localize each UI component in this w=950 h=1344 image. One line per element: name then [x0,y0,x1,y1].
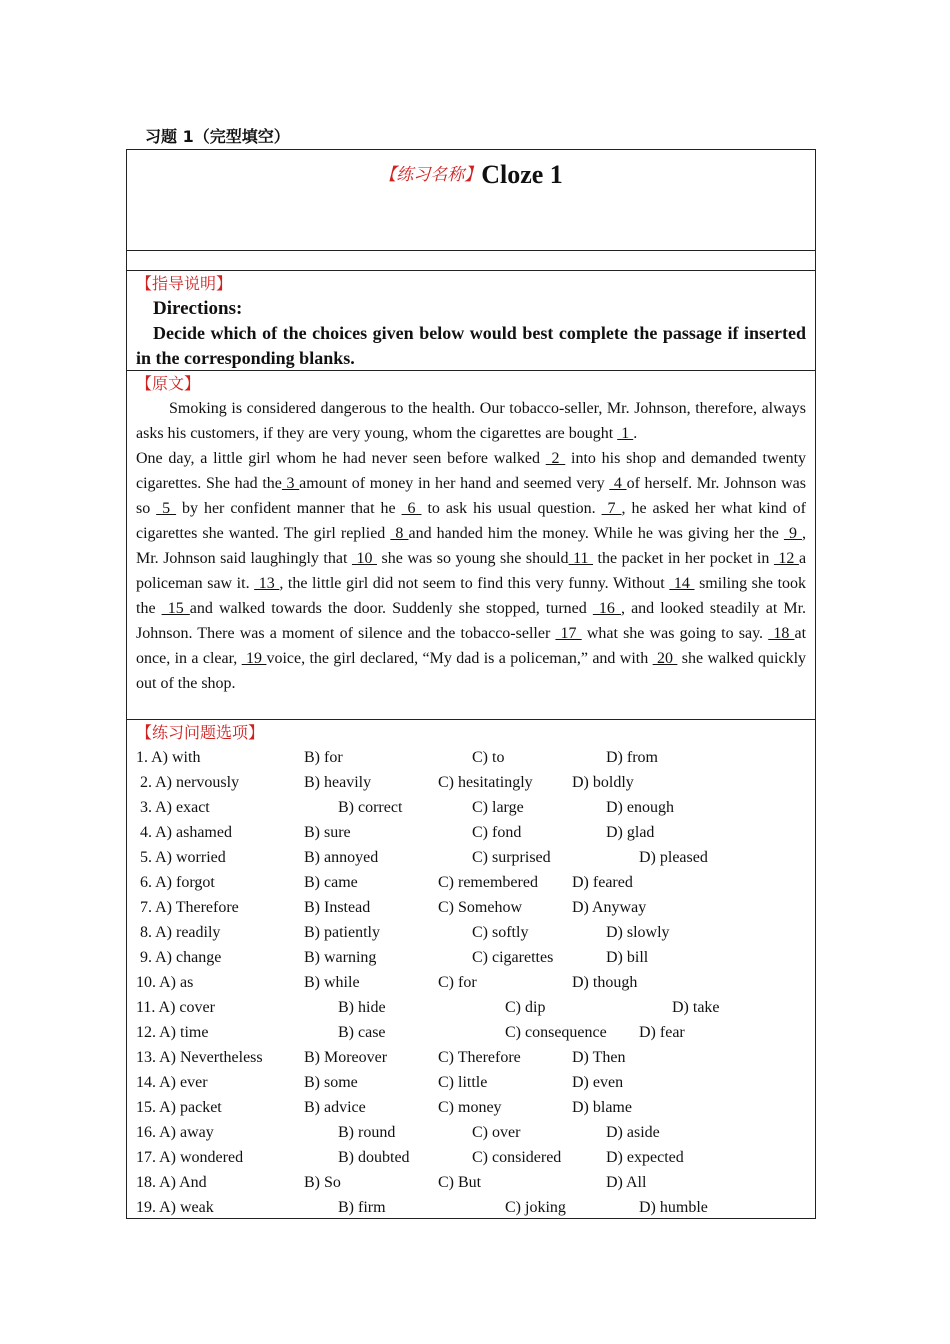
option-choice-a: 16. A) away [136,1124,214,1141]
option-choice-c: C) dip [505,999,546,1016]
passage-text: and handed him the money. While he was giving her the [408,525,784,542]
option-choice-c: C) over [472,1124,521,1141]
option-choice-d: D) feared [572,874,633,891]
option-choice-b: B) sure [304,824,351,841]
original-text-cell [127,370,815,719]
option-choice-d: D) though [572,974,638,991]
option-choice-a: 18. A) And [136,1174,207,1191]
passage-text: to ask his usual question. [421,500,602,517]
option-choice-a: 17. A) wondered [136,1149,244,1166]
option-choice-c: C) surprised [472,849,551,866]
passage-text: amount of money in her hand and seemed very [299,475,610,492]
passage-text: by her confident manner that he [176,500,402,517]
option-choice-a: 3. A) exact [140,799,210,816]
option-choice-c: C) Somehow [438,899,522,916]
option-choice-b: B) while [304,974,360,991]
option-choice-a: 11. A) cover [136,999,215,1016]
original-label: 【原文】 [136,374,201,393]
option-choice-d: D) pleased [639,849,708,866]
blank: 6 [401,500,422,517]
option-choice-c: C) fond [472,824,522,841]
option-choice-d: D) Then [572,1049,626,1066]
blank: 10 [351,550,377,567]
option-choice-b: B) some [304,1074,358,1091]
option-choice-c: C) hesitatingly [438,774,533,791]
blank: 9 [783,525,803,542]
option-choice-d: D) take [672,999,720,1016]
blank: 3 [281,475,300,492]
option-choice-c: C) to [472,749,505,766]
option-choice-c: C) But [438,1174,482,1191]
passage-text: , Mr. Johnson said laughingly that [136,525,807,567]
blank: 8 [390,525,409,542]
option-choice-a: 10. A) as [136,974,194,991]
option-choice-d: D) slowly [606,924,670,941]
option-choice-c: C) considered [472,1149,562,1166]
passage-text: Smoking is considered dangerous to the health. Our tobacco-seller, Mr. Johnson, therefore, always asks his customers, if they are very young, whom the cigarettes are bought [136,400,806,442]
option-choice-d: D) boldly [572,774,634,791]
passage-text: of herself. Mr. Johnson was so [136,475,806,517]
exercise-heading: 习题 1（完型填空） [145,127,290,146]
blank: 4 [609,475,627,492]
passage-text: , he asked her what kind of cigarettes she wanted. The girl replied [136,500,807,542]
option-choice-b: B) Moreover [304,1049,388,1066]
option-choice-b: B) firm [338,1199,386,1216]
passage-text: , the little girl did not seem to find this very funny. Without [279,575,670,592]
option-choice-b: B) warning [304,949,377,966]
option-choice-c: C) large [472,799,524,816]
option-choice-a: 1. A) with [136,749,201,766]
passage-paragraph-1 [136,396,806,446]
option-choice-d: D) expected [606,1149,684,1166]
option-choice-c: C) softly [472,924,529,941]
blank: 2 [545,450,566,467]
passage [127,396,815,696]
blank: 1 [617,425,634,442]
blank: 13 [254,575,280,592]
option-choice-b: B) So [304,1174,341,1191]
option-choice-d: D) All [606,1174,647,1191]
blank: 19 [241,650,267,667]
option-choice-a: 6. A) forgot [140,874,215,891]
title-cell [127,150,815,250]
option-choice-a: 12. A) time [136,1024,209,1041]
blank: 20 [652,650,678,667]
option-choice-c: C) money [438,1099,502,1116]
exercise-title [127,160,815,190]
blank: 5 [156,500,177,517]
passage-text: what she was going to say. [581,625,769,642]
blank: 18 [768,625,795,642]
passage-text: at once, in a clear, [136,625,807,667]
option-choice-b: B) annoyed [304,849,379,866]
option-choice-a: 19. A) weak [136,1199,214,1216]
option-choice-a: 4. A) ashamed [140,824,232,841]
empty-cell [127,250,815,270]
option-choice-d: D) bill [606,949,649,966]
title-tag: 【练习名称】 [379,165,482,185]
option-choice-b: B) Instead [304,899,371,916]
passage-text: , and looked steadily at Mr. Johnson. There was a moment of silence and the tobacco-seller [136,600,807,642]
option-choice-a: 14. A) ever [136,1074,208,1091]
option-choice-d: D) enough [606,799,674,816]
blank: 14 [669,575,695,592]
passage-text: voice, the girl declared, “My dad is a policeman,” and with [266,650,653,667]
options-cell [127,719,815,1218]
option-choice-b: B) for [304,749,343,766]
blank: 16 [592,600,621,617]
passage-text: into his shop and demanded twenty cigarettes. She had the [136,450,807,492]
directions-cell [127,270,815,370]
option-choice-a: 8. A) readily [140,924,221,941]
option-choice-c: C) for [438,974,477,991]
directions-body: Decide which of the choices given below would best complete the passage if inserted in the corresponding blanks. [136,323,806,368]
option-choice-b: B) case [338,1024,386,1041]
option-choice-b: B) heavily [304,774,372,791]
option-choice-b: B) advice [304,1099,366,1116]
option-choice-d: D) Anyway [572,899,647,916]
option-choice-c: C) cigarettes [472,949,554,966]
options-label: 【练习问题选项】 [136,723,265,742]
option-choice-a: 13. A) Nevertheless [136,1049,263,1066]
passage-text: smiling she took the [136,575,807,617]
blank: 17 [555,625,582,642]
blank: 12 [773,550,799,567]
option-choice-d: D) humble [639,1199,708,1216]
option-choice-b: B) patiently [304,924,380,941]
directions-heading: Directions: [153,298,243,319]
blank: 11 [568,550,593,567]
option-choice-d: D) glad [606,824,655,841]
passage-text: and walked towards the door. Suddenly she stopped, turned [189,600,593,617]
blank: 7 [601,500,622,517]
passage-text: a policeman saw it. [136,550,807,592]
title-main: Cloze 1 [481,160,563,189]
option-choice-c: C) little [438,1074,488,1091]
option-choice-b: B) doubted [338,1149,410,1166]
option-choice-a: 5. A) worried [140,849,226,866]
option-choice-a: 2. A) nervously [140,774,240,791]
passage-text: . [633,425,638,442]
option-choice-b: B) hide [338,999,386,1016]
option-choice-d: D) fear [639,1024,685,1041]
option-choice-d: D) even [572,1074,624,1091]
option-choice-c: C) joking [505,1199,566,1216]
option-choice-c: C) remembered [438,874,538,891]
blank: 15 [161,600,190,617]
option-choice-b: B) round [338,1124,396,1141]
option-choice-d: D) from [606,749,658,766]
passage-text: One day, a little girl whom he had never seen before walked [136,450,546,467]
passage-text: she was so young she should [376,550,569,567]
passage-paragraph-2 [136,446,806,696]
option-choice-d: D) blame [572,1099,632,1116]
option-choice-c: C) Therefore [438,1049,521,1066]
option-choice-d: D) aside [606,1124,660,1141]
passage-text: she walked quickly out of the shop. [136,650,807,692]
exercise-table [126,149,816,1219]
option-choice-b: B) correct [338,799,403,816]
option-choice-a: 9. A) change [140,949,222,966]
passage-text: the packet in her pocket in [593,550,774,567]
option-choice-a: 7. A) Therefore [140,899,239,916]
option-choice-b: B) came [304,874,358,891]
option-choice-c: C) consequence [505,1024,607,1041]
option-choice-a: 15. A) packet [136,1099,222,1116]
directions-label: 【指导说明】 [136,274,233,293]
